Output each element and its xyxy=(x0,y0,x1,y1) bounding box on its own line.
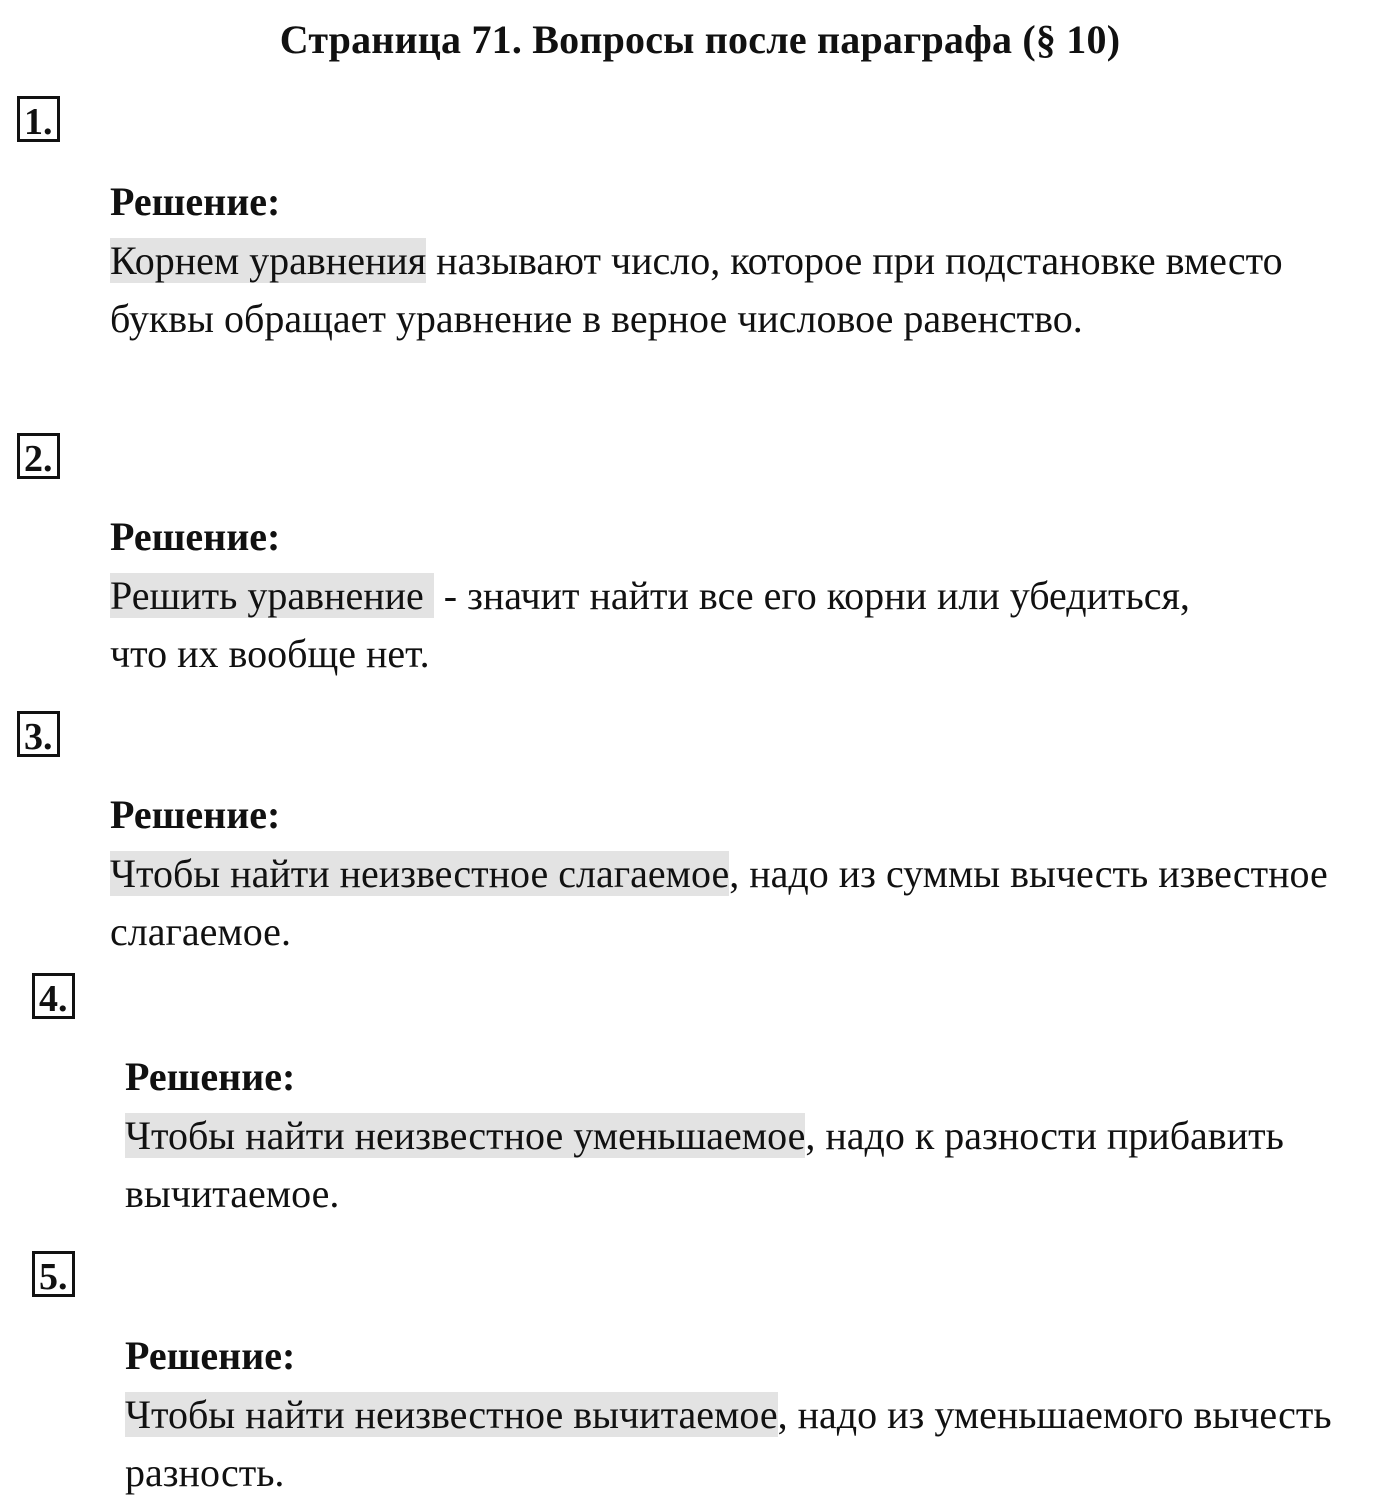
question-number-4: 4. xyxy=(32,973,75,1019)
answer-text xyxy=(110,232,1350,348)
answer-text xyxy=(110,567,1210,683)
solution-label: Решение: xyxy=(110,792,281,837)
question-2-solution xyxy=(110,509,1210,683)
highlighted-term: Чтобы найти неизвестное уменьшаемое xyxy=(125,1113,806,1158)
question-5-solution xyxy=(125,1328,1385,1502)
highlighted-term: Чтобы найти неизвестное вычитаемое xyxy=(125,1392,778,1437)
answer-rest: , надо из суммы вычесть известное слагаемое. xyxy=(110,851,1328,954)
highlighted-term: Корнем уравнения xyxy=(110,238,427,283)
solution-label: Решение: xyxy=(110,179,281,224)
answer-rest: , надо из уменьшаемого вычесть разность. xyxy=(125,1392,1332,1495)
question-number-3: 3. xyxy=(17,711,60,757)
solution-label: Решение: xyxy=(110,514,281,559)
question-3-solution xyxy=(110,787,1350,961)
answer-text xyxy=(125,1386,1385,1502)
solution-label: Решение: xyxy=(125,1333,296,1378)
page-title: Страница 71. Вопросы после параграфа (§ 10) xyxy=(279,17,1121,62)
answer-rest: - значит найти все его корни или убедиться, что их вообще нет. xyxy=(110,573,1200,676)
question-number-2: 2. xyxy=(17,433,60,479)
answer-text xyxy=(125,1107,1325,1223)
highlighted-term: Чтобы найти неизвестное слагаемое xyxy=(110,851,730,896)
answer-text xyxy=(110,845,1350,961)
highlighted-term: Решить уравнение xyxy=(110,573,434,618)
question-4-solution xyxy=(125,1049,1325,1223)
question-number-1: 1. xyxy=(17,96,60,142)
answer-rest: называют число, которое при подстановке вместо буквы обращает уравнение в верное числовое равенство. xyxy=(110,238,1283,341)
question-1-solution xyxy=(110,174,1350,348)
solution-label: Решение: xyxy=(125,1054,296,1099)
question-number-5: 5. xyxy=(32,1251,75,1297)
answer-rest: , надо к разности прибавить вычитаемое. xyxy=(125,1113,1284,1216)
